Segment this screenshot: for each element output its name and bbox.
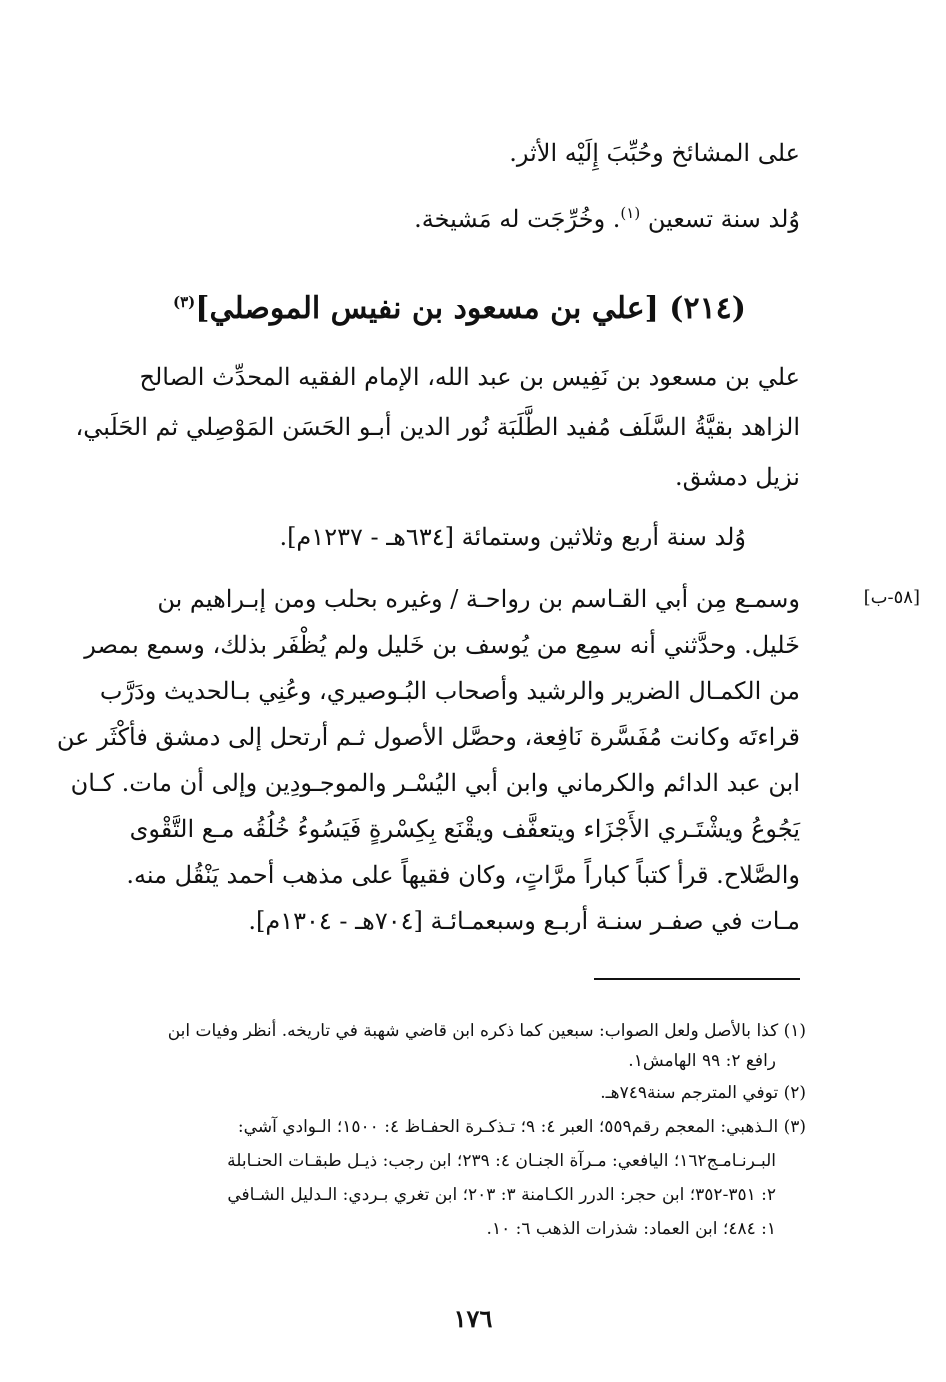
page-number: ١٧٦	[453, 1304, 493, 1333]
footnote-line: ٢: ٣٥١-٣٥٢؛ ابن حجر: الدرر الكـامنة ٣: ٢٠٣؛ ابن تغري بـردي: الـدليل الشـافي	[227, 1185, 776, 1205]
paragraph-line: يَجُوعُ ويشْتَـري الأَجْزَاء ويتعفَّف ويقْنَع بِكِسْرةٍ فَيَسُوءُ خُلُقُه مـع التَّقْوى	[129, 815, 800, 843]
footnote-marker-1: (١)	[620, 204, 641, 222]
footnote-line: (١) كذا بالأصل ولعل الصواب: سبعين كما ذكره ابن قاضي شهبة في تاريخه. أنظر وفيات ابن	[167, 1021, 806, 1041]
paragraph-line: علي بن مسعود بن نَفِيس بن عبد الله، الإمام الفقيه المحدِّث الصالح	[139, 363, 800, 391]
footnote-line: (٣) الـذهبي: المعجم رقم٥٥٩؛ العبر ٤: ٩؛ تـذكـرة الحفـاظ ٤: ١٥٠٠؛ الـوادي آشي:	[237, 1117, 806, 1137]
footnote-line: البـرنـامـج١٦٢؛ اليافعي: مـرآة الجنـان ٤: ٢٣٩؛ ابن رجب: ذيـل طبقـات الحنـابلة	[227, 1151, 776, 1171]
paragraph-line: قراءتَه وكانت مُفَسَّرة نَافِعة، وحصَّل الأصول ثـم أرتحل إلى دمشق فأكْثَر عن	[56, 723, 800, 751]
manuscript-folio-marker: [٥٨-ب]	[863, 587, 920, 608]
footnote-line: رافع ٢: ٩٩ الهامش١.	[628, 1051, 776, 1071]
paragraph-line: الزاهد بقيَّةُ السَّلَف مُفيد الطَّلَبَة نُور الدين أبـو الحَسَن المَوْصِلي ثم الحَلَبي،	[75, 413, 800, 441]
birth-note-line	[414, 196, 800, 236]
paragraph-line: من الكمـال الضرير والرشيد وأصحاب البُـوصيري، وعُنِي بـالحديث ودَرَّب	[99, 677, 800, 705]
paragraph-line: نزيل دمشق.	[674, 463, 800, 491]
footnote-marker-3: (٣)	[172, 293, 196, 311]
birth-note-text-before: وُلد سنة تسعين	[640, 205, 800, 233]
entry-title-text: (٢١٤) [علي بن مسعود بن نفيس الموصلي]	[195, 291, 746, 326]
paragraph-line: خَليل. وحدَّثني أنه سمِع من يُوسف بن خَليل ولم يُظْفَر بذلك، وسمع بمصر	[84, 631, 800, 659]
footnote-line: ١: ٤٨٤؛ ابن العماد: شذرات الذهب ٦: ١٠.	[486, 1219, 776, 1239]
footnote-divider	[594, 978, 800, 980]
paragraph-line: ابن عبد الدائم والكرماني وابن أبي اليُسْـر والموجـودِين وإلى أن مات. كـان	[70, 769, 800, 797]
entry-title	[173, 282, 746, 329]
death-line: مـات في صفـر سنـة أربـع وسبعمـائـة [٧٠٤هـ - ١٣٠٤م].	[248, 907, 800, 935]
paragraph-line: وسمـع مِن أبي القـاسم بن رواحـة / وغيره بحلب ومن إبـراهيم بن	[157, 585, 800, 613]
footnote-line: (٢) توفي المترجم سنة٧٤٩هـ.	[600, 1083, 806, 1103]
continuation-line: على المشائخ وحُبِّبَ إِلَيْه الأثر.	[509, 139, 800, 167]
paragraph-line: والصَّلاح. قرأ كتباً كباراً مرَّاتٍ، وكان فقيهاً على مذهب أحمد يَنْقُل منه.	[126, 861, 800, 889]
birth-line: وُلد سنة أربع وثلاثين وستمائة [٦٣٤هـ - ١٢٣٧م].	[279, 523, 746, 551]
birth-note-text-after: . وخُرِّجَت له مَشيخة.	[414, 205, 621, 233]
